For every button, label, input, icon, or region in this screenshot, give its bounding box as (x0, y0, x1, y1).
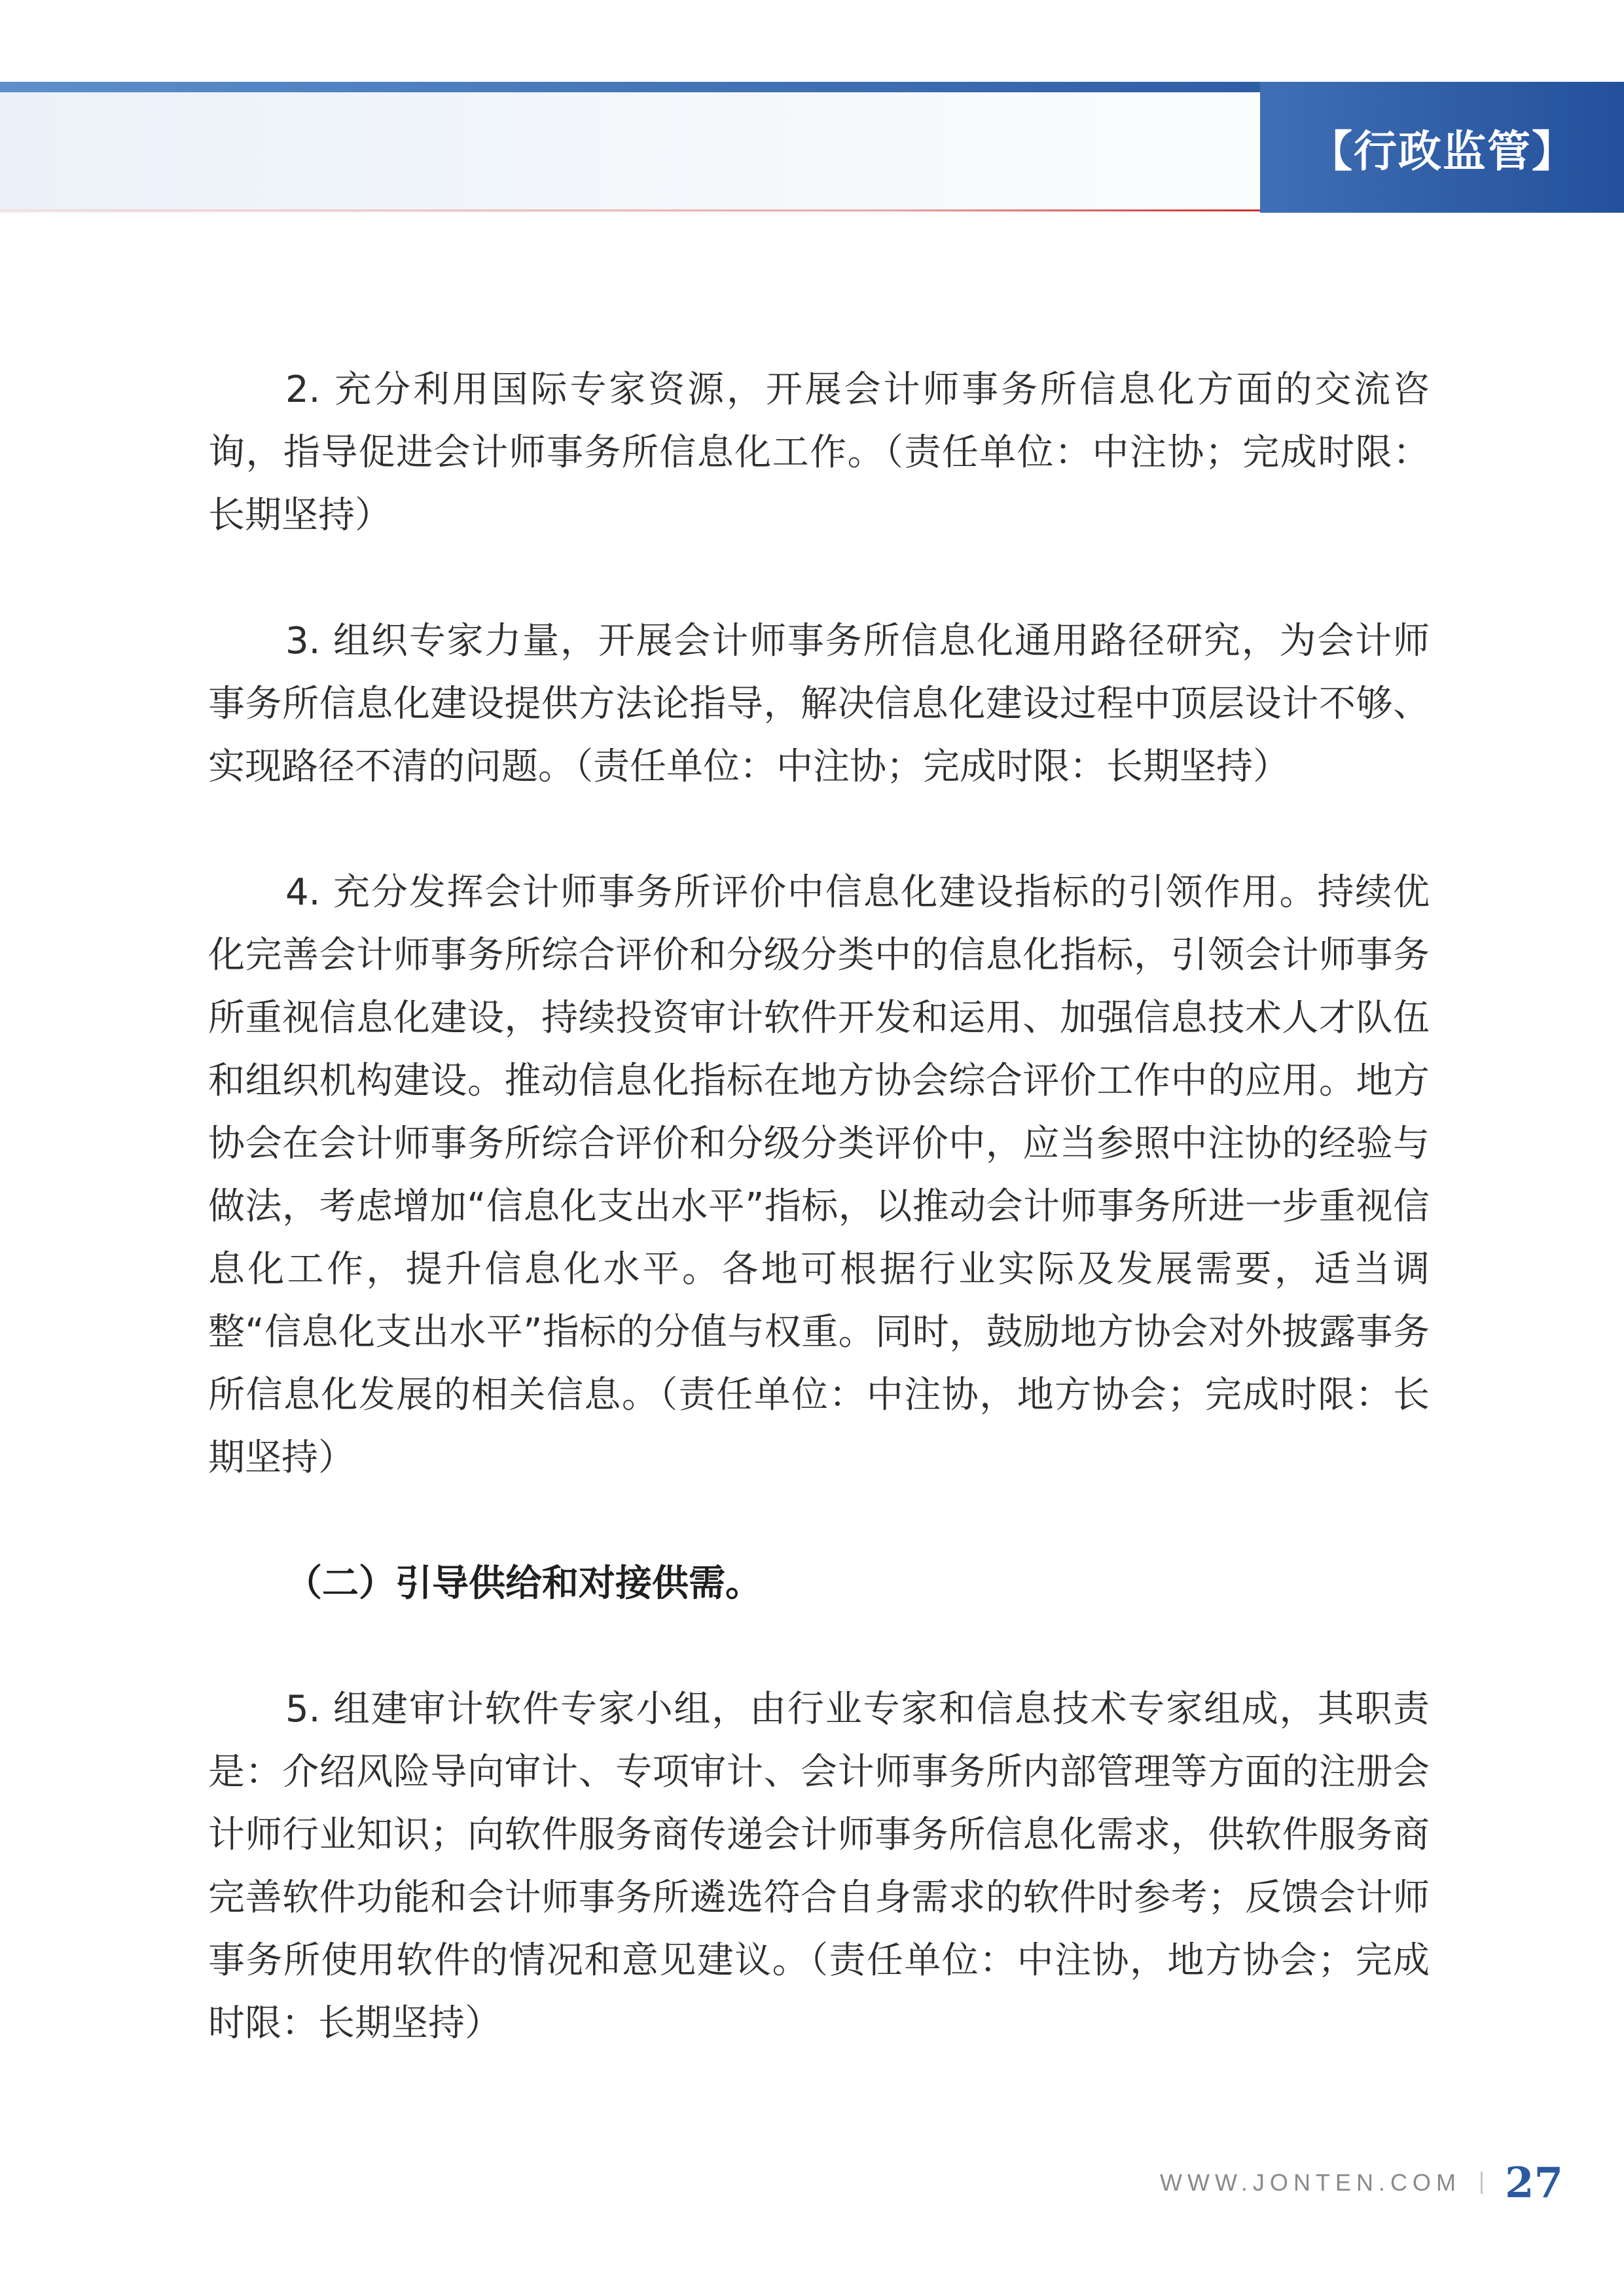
paragraph-item-5: 5. 组建审计软件专家小组，由行业专家和信息技术专家组成，其职责是：介绍风险导向审计、专项审计、会计师事务所内部管理等方面的注册会计师行业知识；向软件服务商传递会计师事务所信息化需求，供软件服务商完善软件功能和会计师事务所遴选符合自身需求的软件时参考；反馈会计师事务所使用软件的情况和意见建议。（责任单位：中注协，地方协会；完成时限：长期坚持） (208, 1688, 1430, 2045)
footer-website: WWW.JONTEN.COM (1159, 2169, 1461, 2196)
header-top-rule (0, 82, 1260, 92)
header-band (0, 82, 1260, 213)
paragraph-item-4: 4. 充分发挥会计师事务所评价中信息化建设指标的引领作用。持续优化完善会计师事务所综合评价和分级分类中的信息化指标，引领会计师事务所重视信息化建设，持续投资审计软件开发和运用、加强信息技术人才队伍和组织机构建设。推动信息化指标在地方协会综合评价工作中的应用。地方协会在会计师事务所综合评价和分级分类评价中，应当参照中注协的经验与做法，考虑增加“信息化支出水平”指标，以推动会计师事务所进一步重视信息化工作，提升信息化水平。各地可根据行业实际及发展需要，适当调整“信息化支出水平”指标的分值与权重。同时，鼓励地方协会对外披露事务所信息化发展的相关信息。（责任单位：中注协，地方协会；完成时限：长期坚持） (208, 871, 1430, 1479)
body-content (208, 359, 1430, 2055)
footer-divider (1481, 2172, 1483, 2194)
paragraph-item-3: 3. 组织专家力量，开展会计师事务所信息化通用路径研究，为会计师事务所信息化建设提供方法论指导，解决信息化建设过程中顶层设计不够、实现路径不清的问题。（责任单位：中注协；完成时限：长期坚持） (208, 620, 1430, 788)
section-tag: 【行政监管】 (1309, 125, 1576, 177)
header-bottom-rule (0, 209, 1260, 211)
page-footer (1160, 2147, 1563, 2219)
section-subheading: （二）引导供给和对接供需。 (285, 1562, 762, 1605)
section-tag-box (1260, 82, 1624, 213)
page-number: 27 (1504, 2158, 1563, 2208)
paragraph-item-2: 2. 充分利用国际专家资源，开展会计师事务所信息化方面的交流咨询，指导促进会计师事务所信息化工作。（责任单位：中注协；完成时限：长期坚持） (208, 368, 1430, 537)
